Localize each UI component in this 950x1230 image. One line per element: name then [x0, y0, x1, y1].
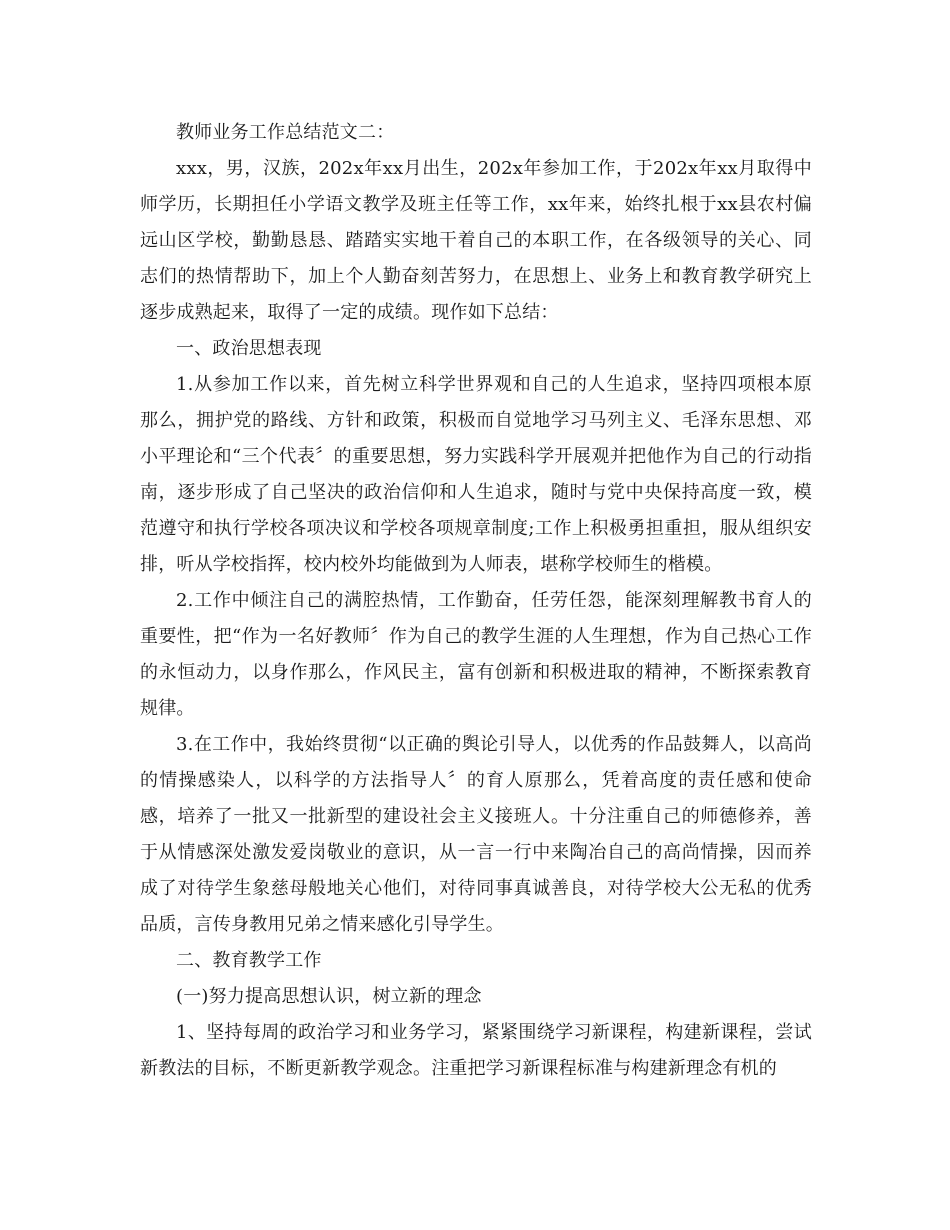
political-item-3: 3.在工作中，我始终贯彻“以正确的舆论引导人，以优秀的作品鼓舞人，以高尚的情操感染人，以科学的方法指导人〞的育人原那么，凭着高度的责任感和使命感，培养了一批又一批新型的建设社会主义接班人。十分注重自己的师德修养，善于从情感深处激发爱岗敬业的意识，从一言一行中来陶冶自己的高尚情操，因而养成了对待学生象慈母般地关心他们，对待同事真诚善良，对待学校大公无私的优秀品质，言传身教用兄弟之情来感化引导学生。 — [140, 734, 812, 935]
political-item-1: 1.从参加工作以来，首先树立科学世界观和自己的人生追求，坚持四项根本原那么，拥护党的路线、方针和政策，积极而自觉地学习马列主义、毛泽东思想、邓小平理论和“三个代表〞的重要思想，努力实践科学开展观并把他作为自己的行动指南，逐步形成了自己坚决的政治信仰和人生追求，随时与党中央保持高度一致，模范遵守和执行学校各项决议和学校各项规章制度;工作上积极勇担重担，服从组织安排，听从学校指挥，校内校外均能做到为人师表，堪称学校师生的楷模。 — [140, 374, 812, 575]
teaching-subheading-1: (一)努力提高思想认识，树立新的理念 — [176, 986, 482, 1007]
section-heading-political: 一、政治思想表现 — [176, 338, 322, 359]
document-title: 教师业务工作总结范文二： — [176, 122, 395, 143]
political-item-2: 2.工作中倾注自己的满腔热情，工作勤奋，任劳任怨，能深刻理解教书育人的重要性，把“作为一名好教师〞作为自己的教学生涯的人生理想，作为自己热心工作的永恒动力，以身作那么，作风民主，富有创新和积极进取的精神，不断探索教育规律。 — [140, 590, 812, 719]
teaching-item-1: 1、坚持每周的政治学习和业务学习，紧紧围绕学习新课程，构建新课程，尝试新教法的目标，不断更新教学观念。注重把学习新课程标准与构建新理念有机的 — [140, 1022, 812, 1079]
document-body — [140, 115, 812, 1087]
section-heading-teaching: 二、教育教学工作 — [176, 950, 322, 971]
intro-paragraph: xxx，男，汉族，202x年xx月出生，202x年参加工作，于202x年xx月取得中师学历，长期担任小学语文教学及班主任等工作，xx年来，始终扎根于xx县农村偏远山区学校，勤勤恳恳、踏踏实实地干着自己的本职工作，在各级领导的关心、同志们的热情帮助下，加上个人勤奋刻苦努力，在思想上、业务上和教育教学研究上逐步成熟起来，取得了一定的成绩。现作如下总结： — [140, 158, 812, 323]
